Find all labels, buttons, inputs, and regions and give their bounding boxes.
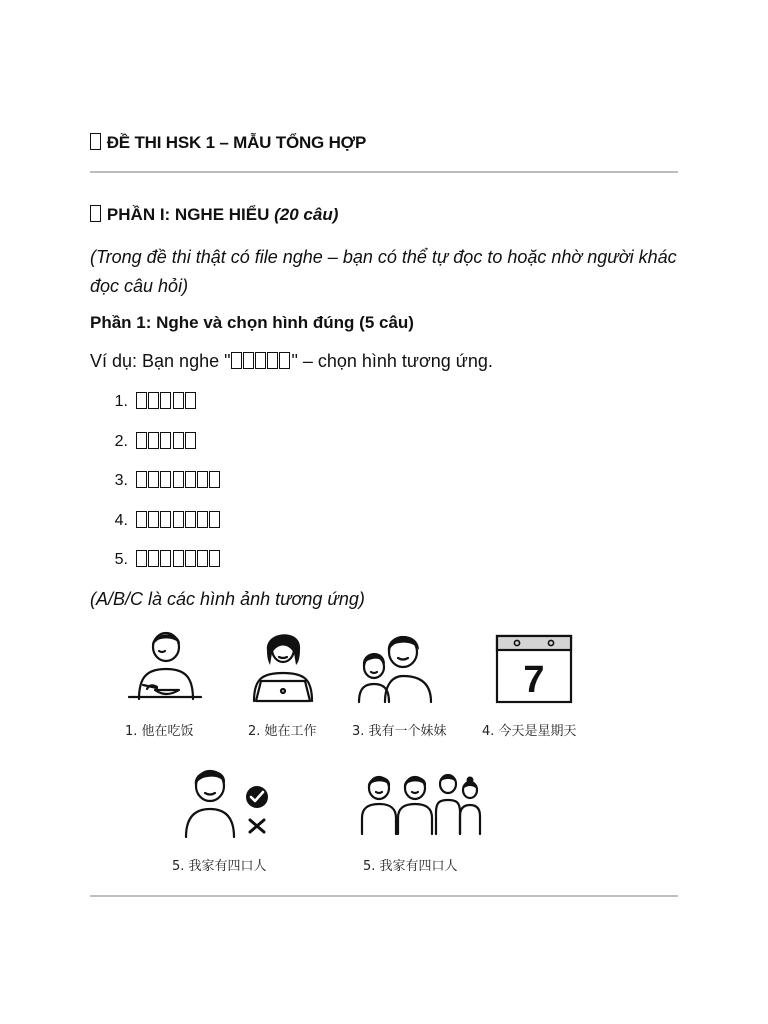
question-number: 4.: [114, 511, 128, 529]
missing-glyph-icon: [136, 432, 147, 449]
missing-glyph-icon: [185, 550, 196, 567]
missing-glyph-icon: [136, 392, 147, 409]
missing-glyph-icon: [185, 432, 196, 449]
question-item: [90, 549, 221, 589]
figure-caption: 3. 我有一个妹妹: [352, 724, 447, 739]
figure-caption: 5. 我家有四口人: [172, 859, 267, 874]
missing-glyph-icon: [148, 511, 159, 528]
missing-glyph-icon: [185, 392, 196, 409]
missing-glyph-icon: [173, 392, 184, 409]
part-heading: Phần 1: Nghe và chọn hình đúng (5 câu): [90, 313, 414, 332]
question-number: 3.: [114, 472, 128, 489]
person-eating-icon: [125, 625, 205, 703]
question-text: [136, 391, 197, 412]
question-list: [90, 391, 221, 589]
question-text: [136, 549, 221, 570]
figure-caption: 4. 今天是星期天: [482, 724, 577, 739]
example-glyphs: [231, 351, 292, 371]
question-text: [136, 431, 197, 452]
question-item: [90, 510, 221, 550]
missing-glyph-icon: [148, 392, 159, 409]
missing-glyph-icon: [209, 471, 220, 488]
document-title: ĐỀ THI HSK 1 – MẪU TỔNG HỢP: [90, 133, 366, 153]
figure-caption: 2. 她在工作: [248, 724, 317, 739]
question-item: [90, 391, 221, 431]
missing-glyph-icon: [148, 471, 159, 488]
missing-glyph-icon: [136, 550, 147, 567]
missing-glyph-icon: [148, 432, 159, 449]
figure-caption: 1. 他在吃饭: [125, 724, 194, 739]
missing-glyph-icon: [255, 352, 266, 369]
images-note: (A/B/C là các hình ảnh tương ứng): [90, 589, 365, 609]
missing-glyph-icon: [173, 550, 184, 567]
missing-glyph-icon: [90, 133, 101, 150]
missing-glyph-icon: [243, 352, 254, 369]
missing-glyph-icon: [160, 432, 171, 449]
missing-glyph-icon: [267, 352, 278, 369]
missing-glyph-icon: [185, 471, 196, 488]
missing-glyph-icon: [136, 511, 147, 528]
siblings-icon: [355, 630, 437, 706]
missing-glyph-icon: [148, 550, 159, 567]
question-text: [136, 510, 221, 531]
question-number: 2.: [114, 432, 128, 450]
missing-glyph-icon: [173, 432, 184, 449]
missing-glyph-icon: [279, 352, 290, 369]
missing-glyph-icon: [231, 352, 242, 369]
woman-laptop-icon: [248, 625, 320, 705]
missing-glyph-icon: [160, 471, 171, 488]
missing-glyph-icon: [136, 471, 147, 488]
question-number: 1.: [114, 393, 128, 410]
missing-glyph-icon: [209, 511, 220, 528]
question-item: [90, 431, 221, 471]
calendar-day: 7: [523, 659, 545, 701]
figure-caption: 5. 我家有四口人: [363, 859, 458, 874]
missing-glyph-icon: [197, 511, 208, 528]
missing-glyph-icon: [185, 511, 196, 528]
divider: [90, 171, 678, 173]
question-text: [136, 470, 221, 491]
missing-glyph-icon: [173, 511, 184, 528]
missing-glyph-icon: [197, 471, 208, 488]
person-check-cross-icon: [183, 765, 273, 839]
question-number: 5.: [114, 551, 128, 568]
missing-glyph-icon: [160, 392, 171, 409]
section-heading: PHẦN I: NGHE HIỂU (20 câu): [90, 205, 338, 225]
family-of-four-icon: [358, 772, 488, 838]
question-item: [90, 470, 221, 510]
missing-glyph-icon: [160, 550, 171, 567]
listening-note: (Trong đề thi thật có file nghe – bạn có thể tự đọc to hoặc nhờ người khác đọc câu hỏi): [90, 247, 677, 296]
missing-glyph-icon: [90, 205, 101, 222]
missing-glyph-icon: [197, 550, 208, 567]
missing-glyph-icon: [209, 550, 220, 567]
missing-glyph-icon: [160, 511, 171, 528]
missing-glyph-icon: [173, 471, 184, 488]
calendar-icon: [495, 634, 573, 704]
divider: [90, 895, 678, 897]
example-line: Ví dụ: Bạn nghe " " – chọn hình tương ứng.: [90, 351, 493, 371]
